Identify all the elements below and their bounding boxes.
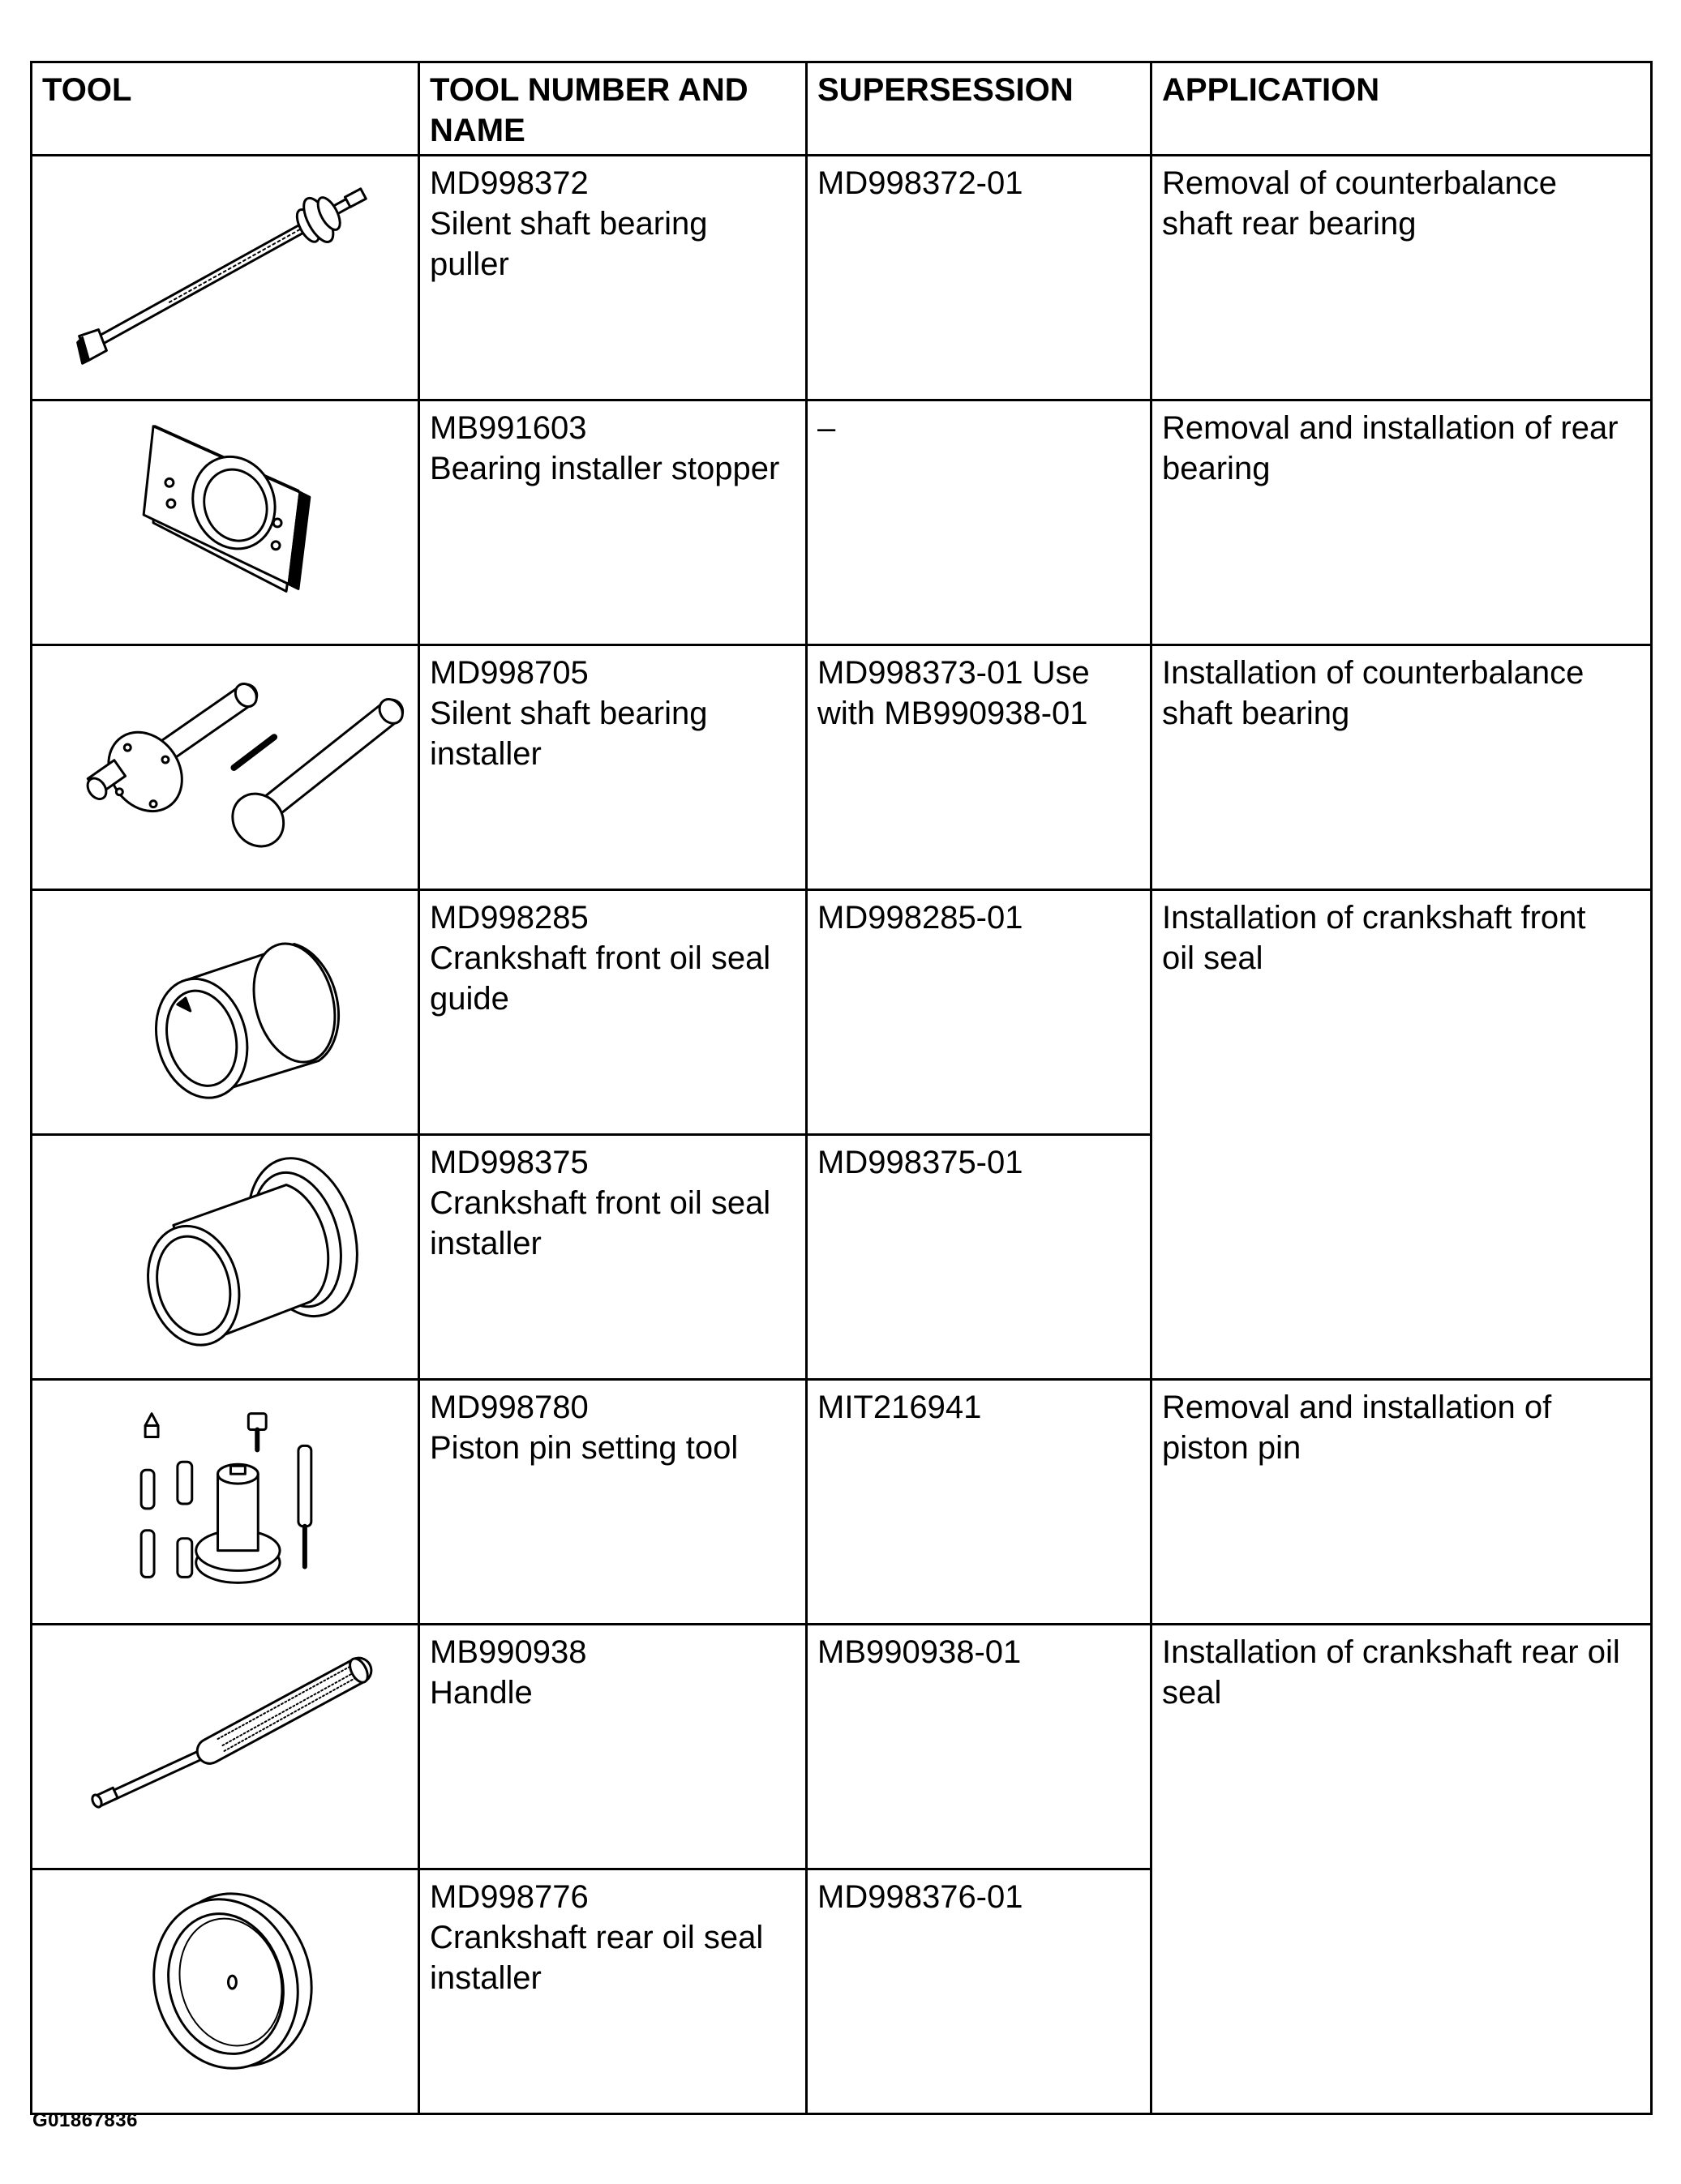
- tool-illustration-cell: [32, 400, 419, 645]
- tool-illustration-cell: [32, 645, 419, 890]
- supersession-value: MD998375-01: [807, 1135, 1151, 1380]
- application-text: Removal of counterbalance shaft rear bearing: [1151, 156, 1652, 400]
- front-oil-seal-installer-icon: [32, 1136, 418, 1372]
- tool-name: Silent shaft bearing: [430, 696, 708, 731]
- tool-name: Handle: [430, 1675, 533, 1711]
- tool-illustration-cell: [32, 1869, 419, 2114]
- piston-pin-tool-set-icon: [32, 1381, 418, 1617]
- table-row: [32, 645, 1652, 890]
- table-row: [32, 400, 1652, 645]
- special-tools-table: [30, 61, 1653, 2115]
- tool-name: Crankshaft front oil seal: [430, 940, 771, 976]
- supersession-value: –: [807, 400, 1151, 645]
- tool-name: Crankshaft front oil seal: [430, 1185, 771, 1221]
- header-application: APPLICATION: [1151, 62, 1652, 156]
- tool-name: installer: [430, 736, 542, 772]
- tool-number-and-name: [419, 1869, 807, 2114]
- bearing-puller-icon: [32, 156, 418, 392]
- supersession-value: MD998373-01 Use with MB990938-01: [807, 645, 1151, 890]
- table-row: [32, 1380, 1652, 1625]
- figure-id: G01867836: [32, 2109, 138, 2131]
- table-header-row: [32, 62, 1652, 156]
- supersession-value: MD998285-01: [807, 890, 1151, 1135]
- table-row: [32, 156, 1652, 400]
- tool-name: installer: [430, 1226, 542, 1261]
- tool-number-and-name: [419, 1625, 807, 1869]
- tool-number: MD998705: [430, 655, 589, 691]
- supersession-value: MD998372-01: [807, 156, 1151, 400]
- tool-number-and-name: [419, 890, 807, 1135]
- tool-number: MD998375: [430, 1145, 589, 1180]
- tool-number: MD998780: [430, 1390, 589, 1425]
- header-tool: TOOL: [32, 62, 419, 156]
- application-text: Removal and installation of rear bearing: [1151, 400, 1652, 645]
- tool-number: MB991603: [430, 410, 587, 446]
- tool-illustration-cell: [32, 1625, 419, 1869]
- supersession-value: MB990938-01: [807, 1625, 1151, 1869]
- tool-number-and-name: [419, 645, 807, 890]
- table-row: [32, 1625, 1652, 1869]
- tool-name: Crankshaft rear oil seal: [430, 1920, 764, 1955]
- tool-number-and-name: [419, 1380, 807, 1625]
- rear-oil-seal-installer-icon: [32, 1870, 418, 2106]
- tool-number: MB990938: [430, 1634, 587, 1670]
- tool-number-and-name: [419, 1135, 807, 1380]
- header-supersession: SUPERSESSION: [807, 62, 1151, 156]
- supersession-value: MIT216941: [807, 1380, 1151, 1625]
- application-text: Installation of counterbalance shaft bearing: [1151, 645, 1652, 890]
- tool-number: MD998776: [430, 1879, 589, 1915]
- tool-number: MD998285: [430, 900, 589, 936]
- tool-illustration-cell: [32, 1135, 419, 1380]
- bearing-installer-set-icon: [32, 646, 418, 882]
- application-text: Installation of crankshaft rear oil seal: [1151, 1625, 1652, 2114]
- tool-name: installer: [430, 1960, 542, 1996]
- tool-name: guide: [430, 981, 509, 1017]
- table-row: [32, 890, 1652, 1135]
- tool-name: Bearing installer stopper: [430, 451, 780, 486]
- knurled-handle-icon: [32, 1625, 418, 1861]
- tool-name: Silent shaft bearing: [430, 206, 708, 242]
- application-text: Removal and installation of piston pin: [1151, 1380, 1652, 1625]
- supersession-value: MD998376-01: [807, 1869, 1151, 2114]
- tool-illustration-cell: [32, 890, 419, 1135]
- tool-number: MD998372: [430, 165, 589, 201]
- application-text: Installation of crankshaft front oil seal: [1151, 890, 1652, 1380]
- tool-number-and-name: [419, 400, 807, 645]
- tool-illustration-cell: [32, 156, 419, 400]
- tool-name: Piston pin setting tool: [430, 1430, 739, 1466]
- installer-stopper-plate-icon: [32, 401, 418, 637]
- tool-name: puller: [430, 246, 509, 282]
- header-tool-number-and-name: TOOL NUMBER AND NAME: [419, 62, 807, 156]
- tool-number-and-name: [419, 156, 807, 400]
- oil-seal-guide-icon: [32, 891, 418, 1127]
- tool-illustration-cell: [32, 1380, 419, 1625]
